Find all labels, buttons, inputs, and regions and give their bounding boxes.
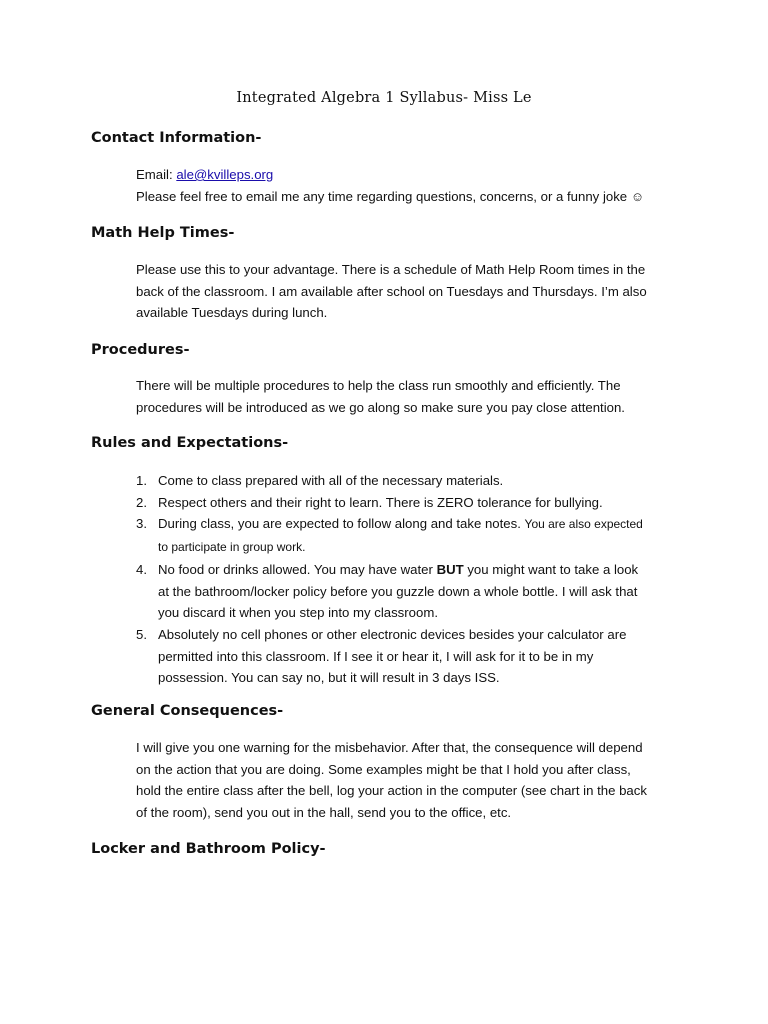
procedures-heading: Procedures-	[91, 342, 190, 358]
email-label: Email:	[136, 167, 177, 182]
rule-text-bold: BUT	[436, 561, 464, 577]
help-paragraph	[136, 259, 696, 324]
consequences-line: I will give you one warning for the misbehavior. After that, the consequence will depend	[136, 740, 643, 755]
rule-text: you might want to take a look	[463, 561, 639, 577]
contact-note-text: Please feel free to email me any time regarding questions, concerns, or a funny joke	[136, 188, 628, 204]
procedures-line: There will be multiple procedures to help the class run smoothly and efficiently. The	[136, 378, 621, 393]
rule-text: permitted into this classroom. If I see it or hear it, I will ask for it to be in my	[158, 648, 594, 664]
rule-text: Come to class prepared with all of the necessary materials.	[158, 473, 504, 488]
rule-item	[136, 559, 696, 624]
rule-text: During class, you are expected to follow along and take notes.	[158, 516, 525, 532]
help-line: Please use this to your advantage. There is a schedule of Math Help Room times in the	[136, 262, 646, 277]
rule-number: 2.	[136, 494, 147, 510]
rule-text-small: to participate in group work.	[158, 540, 306, 555]
rule-text: possession. You can say no, but it will result in 3 days ISS.	[158, 670, 500, 686]
locker-heading: Locker and Bathroom Policy-	[91, 841, 326, 857]
rule-text: Respect others and their right to learn. There is ZERO tolerance for bullying.	[158, 494, 603, 510]
rule-item	[136, 513, 696, 558]
smiley-icon: ☺	[630, 188, 645, 204]
rule-number: 5.	[136, 626, 147, 642]
help-line: back of the classroom. I am available after school on Tuesdays and Thursdays. I’m also	[136, 283, 647, 299]
consequences-line: of the room), send you out in the hall, send you to the office, etc.	[136, 805, 512, 821]
rule-text-small: You are also expected	[524, 517, 643, 532]
rule-text: No food or drinks allowed. You may have water	[158, 561, 437, 577]
rule-number: 1.	[136, 473, 147, 488]
consequences-heading: General Consequences-	[91, 703, 284, 719]
help-line: available Tuesdays during lunch.	[136, 305, 328, 321]
help-heading: Math Help Times-	[91, 225, 235, 241]
rules-list	[136, 470, 696, 689]
rule-item	[136, 470, 696, 492]
contact-note	[136, 186, 696, 208]
contact-section	[136, 164, 696, 207]
rule-number: 4.	[136, 561, 147, 577]
rule-text: at the bathroom/locker policy before you guzzle down a whole bottle. I will ask that	[158, 583, 638, 599]
rule-item	[136, 492, 696, 514]
consequences-line: on the action that you are doing. Some examples might be that I hold you after class,	[136, 761, 631, 777]
procedures-paragraph	[136, 375, 696, 418]
rule-text: you discard it when you step into my classroom.	[158, 605, 438, 621]
email-link[interactable]: ale@kvilleps.org	[176, 167, 274, 182]
rules-heading: Rules and Expectations-	[91, 435, 289, 451]
document-title: Integrated Algebra 1 Syllabus- Miss Le	[236, 90, 532, 106]
contact-heading: Contact Information-	[91, 130, 262, 146]
rule-text: Absolutely no cell phones or other electronic devices besides your calculator are	[158, 626, 627, 642]
consequences-paragraph	[136, 737, 696, 824]
email-line	[136, 164, 696, 186]
consequences-line: hold the entire class after the bell, log your action in the computer (see chart in the back	[136, 783, 647, 799]
procedures-line: procedures will be introduced as we go along so make sure you pay close attention.	[136, 399, 625, 415]
rule-number: 3.	[136, 516, 147, 532]
rule-item	[136, 624, 696, 689]
